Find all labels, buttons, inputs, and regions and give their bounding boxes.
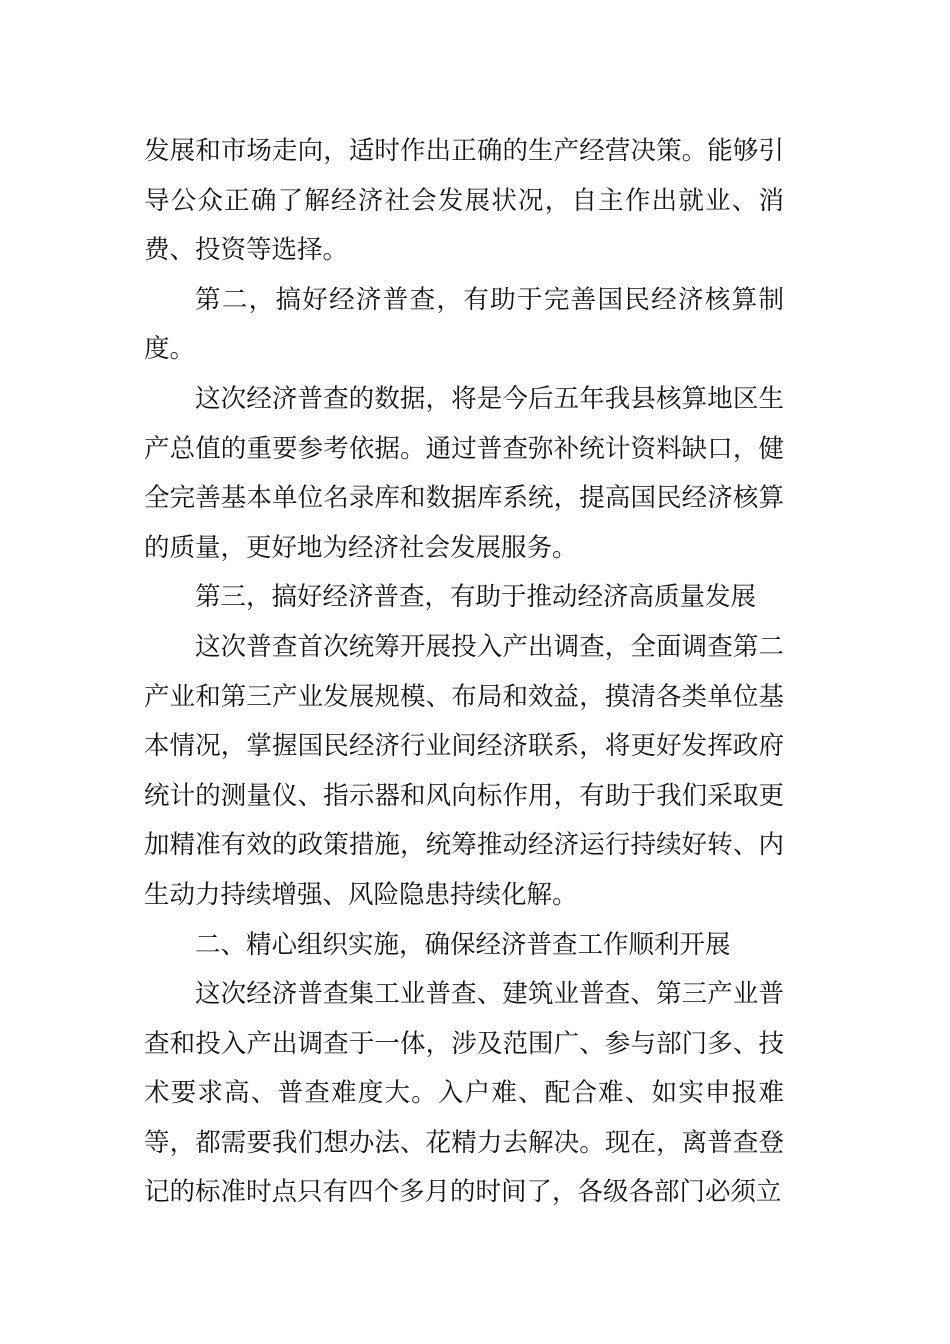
paragraph-census-data: 这次经济普查的数据，将是今后五年我县核算地区生产总值的重要参考依据。通过普查弥补统计资料缺口，健全完善基本单位名录库和数据库系统，提高国民经济核算的质量，更好地为经济社会发展服务。 [144,383,784,563]
heading-section-two: 二、精心组织实施，确保经济普查工作顺利开展 [195,929,731,960]
paragraph-census-scope: 这次经济普查集工业普查、建筑业普查、第三产业普查和投入产出调查于一体，涉及范围广、参与部门多、技术要求高、普查难度大。入户难、配合难、如实申报难等，都需要我们想办法、花精力去解决。现在，离普查登记的标准时点只有四个多月的时间了，各级各部门必须立 [144,979,784,1208]
heading-second-point: 第二，搞好经济普查，有助于完善国民经济核算制度。 [144,284,784,365]
document-body [144,127,784,1218]
paragraph-input-output-survey: 这次普查首次统筹开展投入产出调查，全面调查第二产业和第三产业发展规模、布局和效益，摸清各类单位基本情况，掌握国民经济行业间经济联系，将更好发挥政府统计的测量仪、指示器和风向标作用，有助于我们采取更加精准有效的政策措施，统筹推动经济运行持续好转、内生动力持续增强、风险隐患持续化解。 [144,631,784,910]
paragraph-continuation: 发展和市场走向，适时作出正确的生产经营决策。能够引导公众正确了解经济社会发展状况，自主作出就业、消费、投资等选择。 [144,136,784,266]
heading-third-point: 第三，搞好经济普查，有助于推动经济高质量发展 [195,582,757,613]
